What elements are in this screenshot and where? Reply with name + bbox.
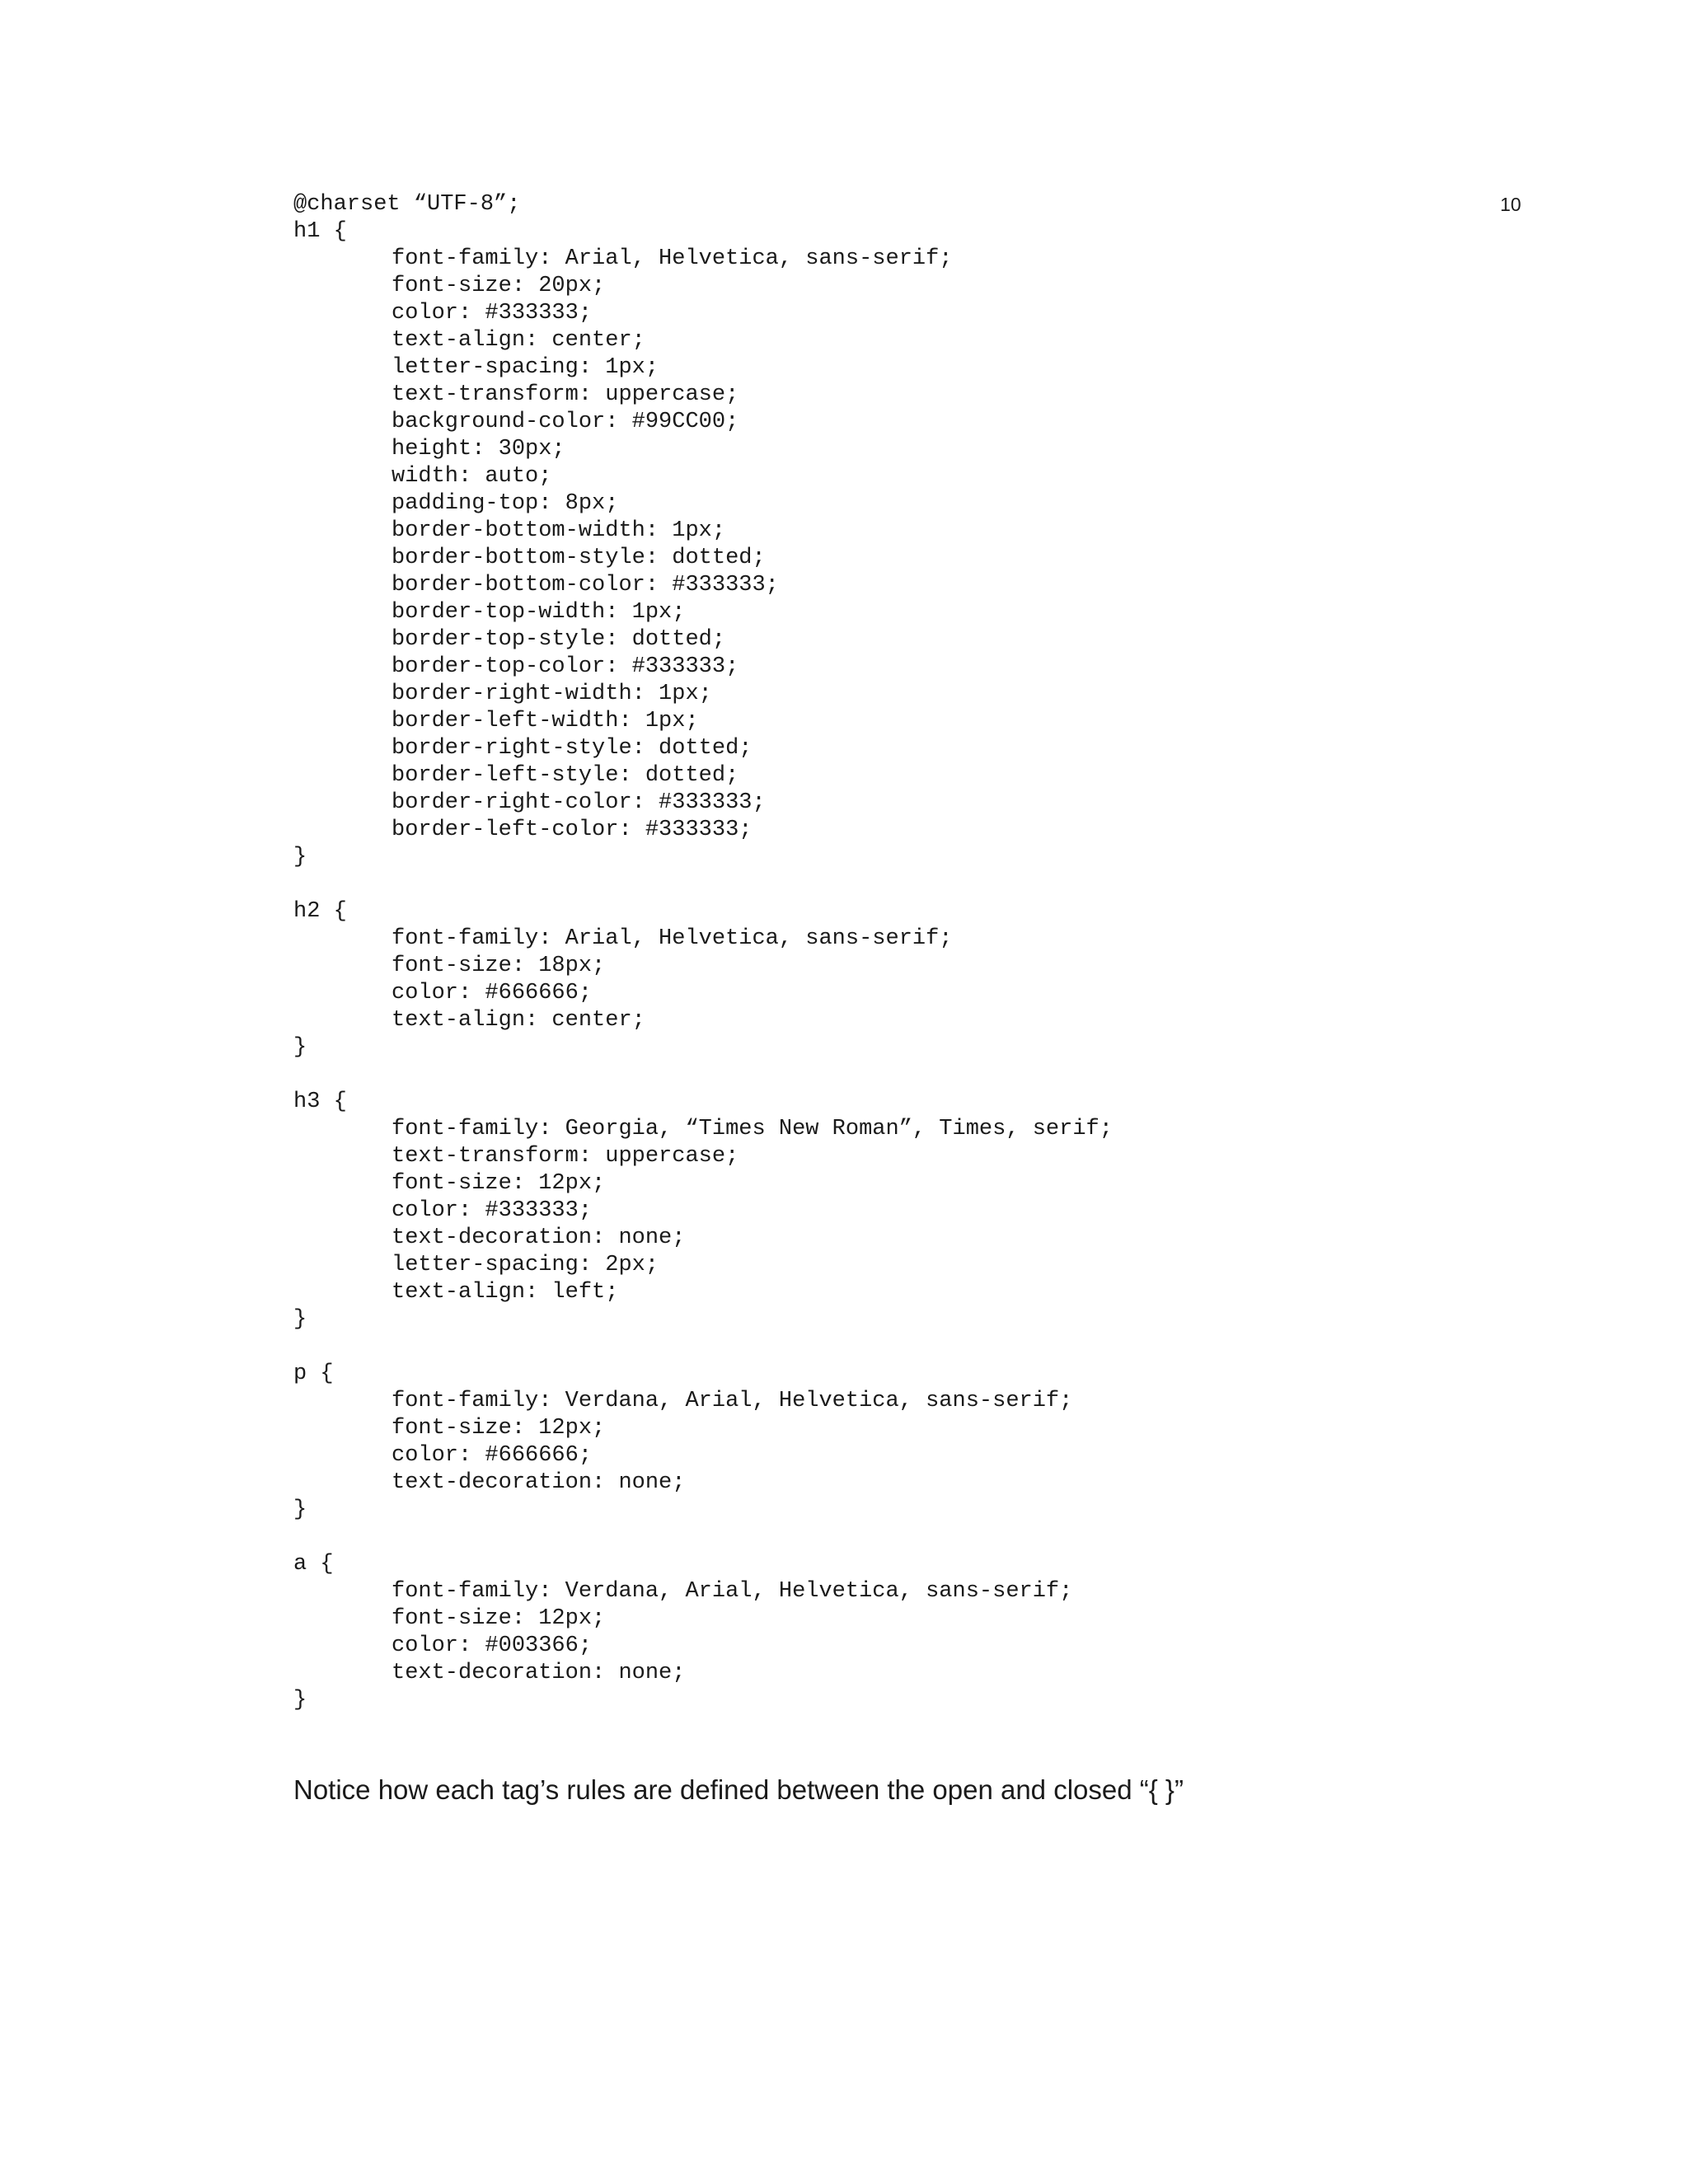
css-declaration-line: border-top-color: #333333; (392, 654, 739, 679)
blank-line (293, 1062, 1612, 1089)
css-declaration-line: font-family: Arial, Helvetica, sans-serif; (392, 926, 953, 951)
css-declaration-line: font-family: Verdana, Arial, Helvetica, sans-serif; (392, 1389, 1073, 1413)
css-declaration-line: text-decoration: none; (392, 1661, 686, 1685)
footnote-caption: Notice how each tag’s rules are defined between the open and closed “{ }” (293, 1774, 1184, 1805)
blank-line (293, 1333, 1612, 1361)
css-declaration-line: background-color: #99CC00; (392, 410, 739, 434)
css-selector-line: h1 { (293, 219, 347, 244)
charset-line: @charset “UTF-8”; (293, 192, 521, 217)
css-declaration-line: font-family: Georgia, “Times New Roman”, Times, serif; (392, 1117, 1113, 1141)
css-closing-brace: } (293, 1497, 307, 1522)
css-declaration-line: text-align: center; (392, 328, 645, 353)
css-declaration-line: color: #003366; (392, 1633, 593, 1658)
css-closing-brace: } (293, 1688, 307, 1713)
css-declaration-line: border-left-color: #333333; (392, 818, 753, 842)
css-selector-line: h3 { (293, 1090, 347, 1114)
css-declaration-line: text-decoration: none; (392, 1226, 686, 1250)
css-selector-line: h2 { (293, 899, 347, 924)
css-declaration-line: font-family: Verdana, Arial, Helvetica, sans-serif; (392, 1579, 1073, 1604)
css-declaration-line: text-transform: uppercase; (392, 382, 739, 407)
css-declaration-line: border-left-style: dotted; (392, 763, 739, 788)
css-declaration-line: font-family: Arial, Helvetica, sans-serif; (392, 246, 953, 271)
css-declaration-line: letter-spacing: 1px; (392, 355, 659, 380)
css-declaration-line: text-align: center; (392, 1008, 645, 1033)
css-declaration-line: color: #666666; (392, 1443, 593, 1468)
css-declaration-line: border-right-color: #333333; (392, 790, 766, 815)
css-closing-brace: } (293, 845, 307, 869)
css-declaration-line: font-size: 12px; (392, 1171, 606, 1196)
page-number: 10 (1500, 194, 1522, 215)
css-declaration-line: border-top-width: 1px; (392, 600, 686, 625)
css-declaration-line: border-bottom-width: 1px; (392, 518, 726, 543)
css-declaration-line: border-top-style: dotted; (392, 627, 726, 652)
css-code-listing (293, 191, 1612, 1714)
css-declaration-line: font-size: 12px; (392, 1416, 606, 1441)
css-declaration-line: font-size: 18px; (392, 954, 606, 978)
css-declaration-line: border-bottom-color: #333333; (392, 573, 779, 598)
css-declaration-line: border-bottom-style: dotted; (392, 546, 766, 570)
css-selector-line: p { (293, 1361, 334, 1386)
blank-line (293, 1524, 1612, 1551)
css-declaration-line: color: #666666; (392, 981, 593, 1005)
css-declaration-line: height: 30px; (392, 437, 565, 462)
css-declaration-line: border-left-width: 1px; (392, 709, 699, 733)
css-declaration-line: color: #333333; (392, 1198, 593, 1223)
css-declaration-line: letter-spacing: 2px; (392, 1253, 659, 1277)
css-declaration-line: border-right-width: 1px; (392, 682, 712, 706)
css-declaration-line: width: auto; (392, 464, 552, 489)
css-declaration-line: text-transform: uppercase; (392, 1144, 739, 1169)
css-declaration-line: border-right-style: dotted; (392, 736, 753, 761)
css-declaration-line: font-size: 12px; (392, 1606, 606, 1631)
css-declaration-line: text-align: left; (392, 1280, 619, 1305)
css-declaration-line: text-decoration: none; (392, 1470, 686, 1495)
blank-line (293, 871, 1612, 898)
css-closing-brace: } (293, 1035, 307, 1060)
css-declaration-line: color: #333333; (392, 301, 593, 326)
css-declaration-line: font-size: 20px; (392, 274, 606, 298)
css-selector-line: a { (293, 1552, 334, 1577)
css-closing-brace: } (293, 1307, 307, 1332)
css-declaration-line: padding-top: 8px; (392, 491, 619, 516)
